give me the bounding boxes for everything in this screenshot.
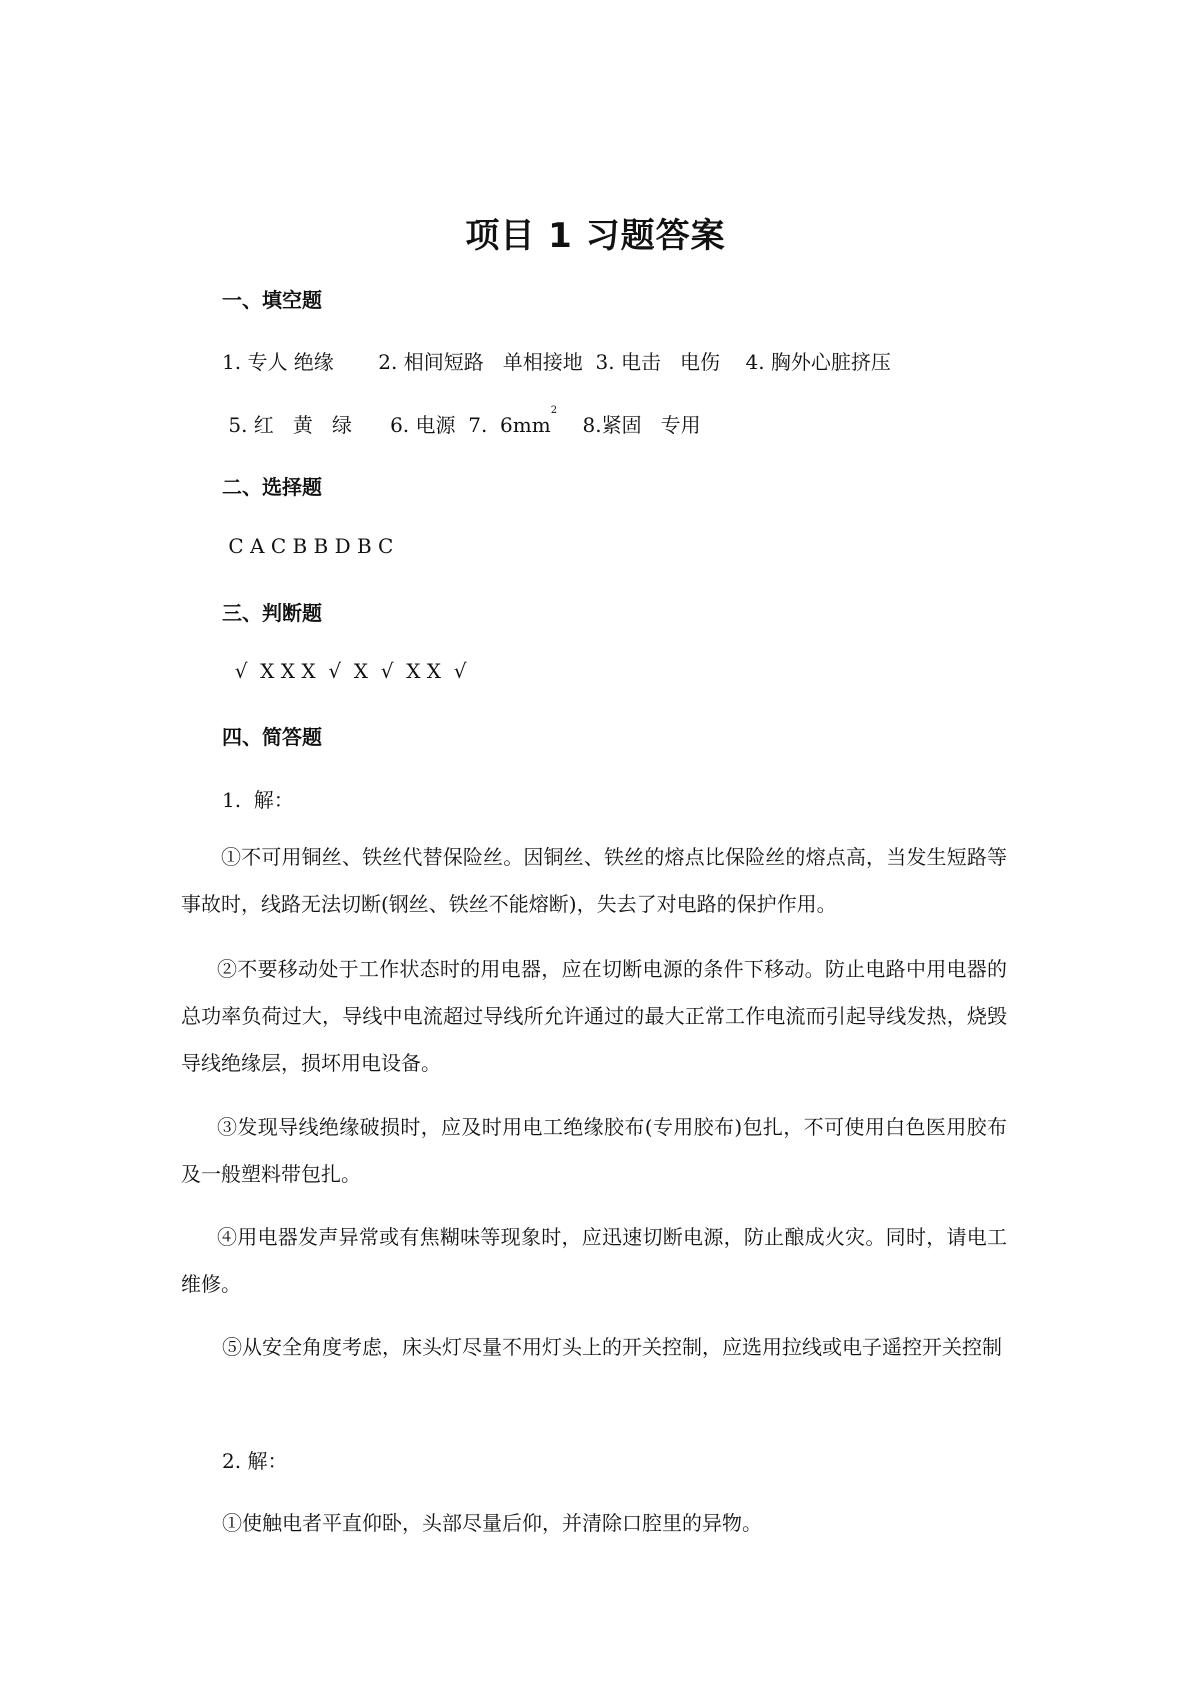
- answer-1-paragraph-1: ①不可用铜丝、铁丝代替保险丝。因铜丝、铁丝的熔点比保险丝的熔点高，当发生短路等事故时，线路无法切断(钢丝、铁丝不能熔断)，失去了对电路的保护作用。: [181, 845, 1007, 916]
- section-heading-judge: 三、判断题: [222, 601, 322, 625]
- fill-blank-answers-line-2: [222, 405, 701, 438]
- section-heading-fill-blank: 一、填空题: [222, 288, 322, 312]
- answer-2-paragraph-1: ①使触电者平直仰卧，头部尽量后仰，并清除口腔里的异物。: [222, 1511, 762, 1535]
- answer-1-paragraph-4: ④用电器发声异常或有焦糊味等现象时，应迅速切断电源，防止酿成火灾。同时，请电工维修。: [181, 1225, 1007, 1296]
- section-heading-short-answer: 四、简答题: [222, 725, 322, 749]
- page-title: 项目 1 习题答案: [465, 216, 726, 256]
- answer-1-paragraph-2: ②不要移动处于工作状态时的用电器，应在切断电源的条件下移动。防止电路中用电器的总功率负荷过大，导线中电流超过导线所允许通过的最大正常工作电流而引起导线发热，烧毁导线绝缘层，损坏用电设备。: [181, 957, 1007, 1075]
- section-heading-choice: 二、选择题: [222, 475, 322, 499]
- choice-answers: C A C B B D B C: [222, 534, 394, 558]
- question-2-label: 2. 解：: [222, 1449, 288, 1473]
- fill-blank-answers-line-1: 1. 专人 绝缘 2. 相间短路 单相接地 3. 电击 电伤 4. 胸外心脏挤压: [222, 350, 891, 374]
- answer-1-paragraph-3: ③发现导线绝缘破损时，应及时用电工绝缘胶布(专用胶布)包扎，不可使用白色医用胶布及一般塑料带包扎。: [181, 1115, 1007, 1186]
- question-1-label: 1. 解：: [222, 788, 294, 812]
- superscript-square: 2: [550, 405, 558, 416]
- fill-blank-line-2-part-a: 5. 红 黄 绿 6. 电源 7. 6mm: [222, 413, 551, 437]
- judge-answers: √ X X X √ X √ X X √: [222, 659, 467, 683]
- answer-1-paragraph-5: ⑤从安全角度考虑，床头灯尽量不用灯头上的开关控制，应选用拉线或电子遥控开关控制: [222, 1335, 1002, 1359]
- fill-blank-line-2-part-b: 8.紧固 专用: [557, 413, 701, 437]
